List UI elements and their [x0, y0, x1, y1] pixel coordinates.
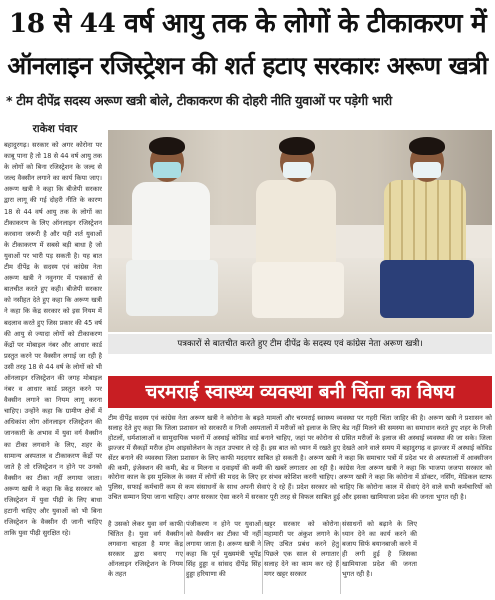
article-bottom-column-3: खट्टर सरकार को कोरोना महामारी पर अंकुश लगाने के लिए उचित प्रबंध करने हेतु पिछले एक साल से लगातार सलाह देने का काम कर रहे हैं मगर खट्टर सरकार [264, 520, 339, 578]
photo-person-middle [244, 132, 354, 332]
column-divider [340, 522, 341, 594]
article-left-column: बहादुरगढ़। सरकार को अगर कोरोना पर काबू पाना है तो 18 से 44 वर्ष आयु तक के लोगों को बिना रजिस्ट्रेशन के जल्द से जल्द वैक्सीन लगाने का कार्य किया जाए। अरूण खत्री ने कहा कि बीजेपी सरकार द्वारा लागू की गई दोहरी नीति के कारण 18 से 44 वर्ष आयु तक के लोगों का टीकाकरण के लिए ऑनलाइन रजिस्ट्रेशन करवाना जरूरी है और यही शर्त युवाओं के टीकाकरण में सबसे बड़ी बाधा है जो युवाओं पर भारी पड़ सकती है। यह बात टीम दीपेंद्र के सदस्य एवं कांग्रेस नेता अरूण खत्री ने नवुनगर में पत्रकारों से बातचीत करते हुए कही। बीजेपी सरकार को नसीहत देते हुए कहा कि अरूण खत्री ने कहा कि केंद्र सरकार को इस नियम में बदलाव करते हुए जिस प्रकार की 45 वर्ष की आयु से ज्यादा लोगों को टीकाकरण केंद्रों पर मोबाइल नंबर और आधार कार्ड प्रस्तुत करने पर वैक्सीन लगाई जा रही है उसी तरह 18 से 44 वर्ष के लोगों को भी ऑनलाइन रजिस्ट्रेशन की जगह मोबाइल नंबर व आधार कार्ड प्रस्तुत करने पर वैक्सीन लगाने का नियम लागू करना चाहिए। उन्होंने कहा कि ग्रामीण क्षेत्रों में अधिकांश लोग ऑनलाइन रजिस्ट्रेशन की जानकारी के अभाव में युवा वर्ग वैक्सीन का टीका लगवाने के लिए, शहर के सामान्य अस्पताल व टीकाकरण केंद्रों पर जाते है तो रजिस्ट्रेशन न होने पर उनको वैक्सीन का टीका नहीं लगाया जाता। अरूण खत्री ने कहा कि केंद्र सरकार को रजिस्ट्रेशन में युवा पीढ़ी के लिए बाधा हटानी चाहिए और युवाओं को भी बिना रजिस्ट्रेशन के वैक्सीन दी जानी चाहिए ताकि युवा पीढ़ी सुरक्षित रहे। [4, 141, 102, 538]
article-bottom-column-2: पंजीकरण न होने पर युवाओं को वैक्सीन का टीका भी नहीं लगाया जाता है। अरूण खत्री ने कहा कि पूर्व मुख्यमंत्री भूपेंद्र सिंह हुड्डा व सांसद दीपेंद्र सिंह हुड्डा हरियाणा की [186, 520, 261, 578]
headline-line-1: 18 से 44 वर्ष आयु तक के लोगों के टीकाकरण में [8, 8, 487, 39]
photo-person-right [370, 132, 486, 332]
section-banner [108, 376, 492, 408]
article-bottom-column-4: संसाधनों को बढ़ाने के लिए ध्यान देने का कार्य करने की बजाय सिर्फ बयानबाजी करने में ही लगी हुई है जिसका खामियाजा प्रदेश की जनता भुगत रही है। [342, 520, 417, 578]
photo-person-left [120, 132, 230, 332]
byline: राकेश पंवार [32, 123, 78, 135]
subheadline: * टीम दीपेंद्र सदस्य अरूण खत्री बोले, टीकाकरण की दोहरी नीति युवाओं पर पड़ेगी भारी [6, 93, 392, 108]
column-divider [184, 522, 185, 594]
section-banner-text: चरमराई स्वास्थ्य व्यवस्था बनी चिंता का विषय [145, 381, 455, 403]
article-bottom-column-1: है उसको लेकर युवा वर्ग काफी चिंतित है। युवा वर्ग वैक्सीन लगवाना चाहता है मगर केंद्र सरकार द्वारा बनाए गए ऑनलाइन रजिस्ट्रेशन के नियम के तहत [108, 520, 183, 578]
news-photo [108, 130, 492, 332]
headline-line-2: ऑनलाइन रजिस्ट्रेशन की शर्त हटाए सरकारः अरूण खत्री [7, 51, 488, 80]
photo-caption: पत्रकारों से बातचीत करते हुए टीम दीपेंद्र के सदस्य एवं कांग्रेस नेता अरूण खत्री। [108, 334, 492, 354]
article-wide-body: टीम दीपेंद्र सदस्य एवं कांग्रेस नेता अरूण खत्री ने कोरोना के बढ़ते मामलों और चरमराई स्वास्थ्य व्यवस्था पर गहरी चिंता जाहिर की है। अरूण खत्री ने प्रशासन को सलाह देते हुए कहा कि जिला प्रशासन को सरकारी व निजी अस्पतालों में मरीजों को इलाज के लिए बेड नहीं मिलने की समस्या का समाधान करते हुए शहर के निजी होटलों, धर्मशालाओं व सामुदायिक भवनों में अस्थाई कोविड वार्ड बनाने चाहिए, जहां पर कोरोना से ग्रसित मरीजों के इलाज की अस्थाई व्यवस्था की जा सके। जिला झज्जर में सैकड़ों मरीज होम आइसोलेशन के तहत उपचार ले रहे हैं। इस बात को ध्यान में रखते हुए देखते आने वाले समय में बहादुरगढ़ व झज्जर में अस्थाई कोविड सेंटर बनाने की व्यवस्था जिला प्रशासन के लिए काफी मददगार साबित हो सकती है। अरूण खत्री ने कहा कि समाचार पत्रों में प्रदेश भर से अस्पतालों में आक्सीजन की कमी, इंजेक्शन की कमी, बेड व मिलना व दवाइयों की कमी की खबरें लगातार आ रही है। कांग्रेस नेता अरूण खत्री ने कहा कि भाजपा जजपा सरकार को कोरोना काल के इस मुश्किल के वक्त में लोगों की मदद के लिए हर संभव कोशिश करनी चाहिए। अरूण खत्री ने कहा कि कोरोना में डॉक्टर, नर्सिंग, मेडिकल स्टाफ पुलिस, सफाई कर्मचारी कम से कम संसाधनों के साथ अपनी सेवाएं दे रहे हैं। प्रदेश सरकार को चाहिए कि कोरोना काल में सेवाएं देने वाले सभी कर्मचारियों को उचित सम्मान दिया जाना चाहिए। अगर सरकार ऐसा करने में सरकार पूरी तरह से विफल साबित हुई और इसका खामियाजा प्रदेश की जनता भुगत रही है। [108, 414, 492, 502]
column-divider [262, 522, 263, 594]
